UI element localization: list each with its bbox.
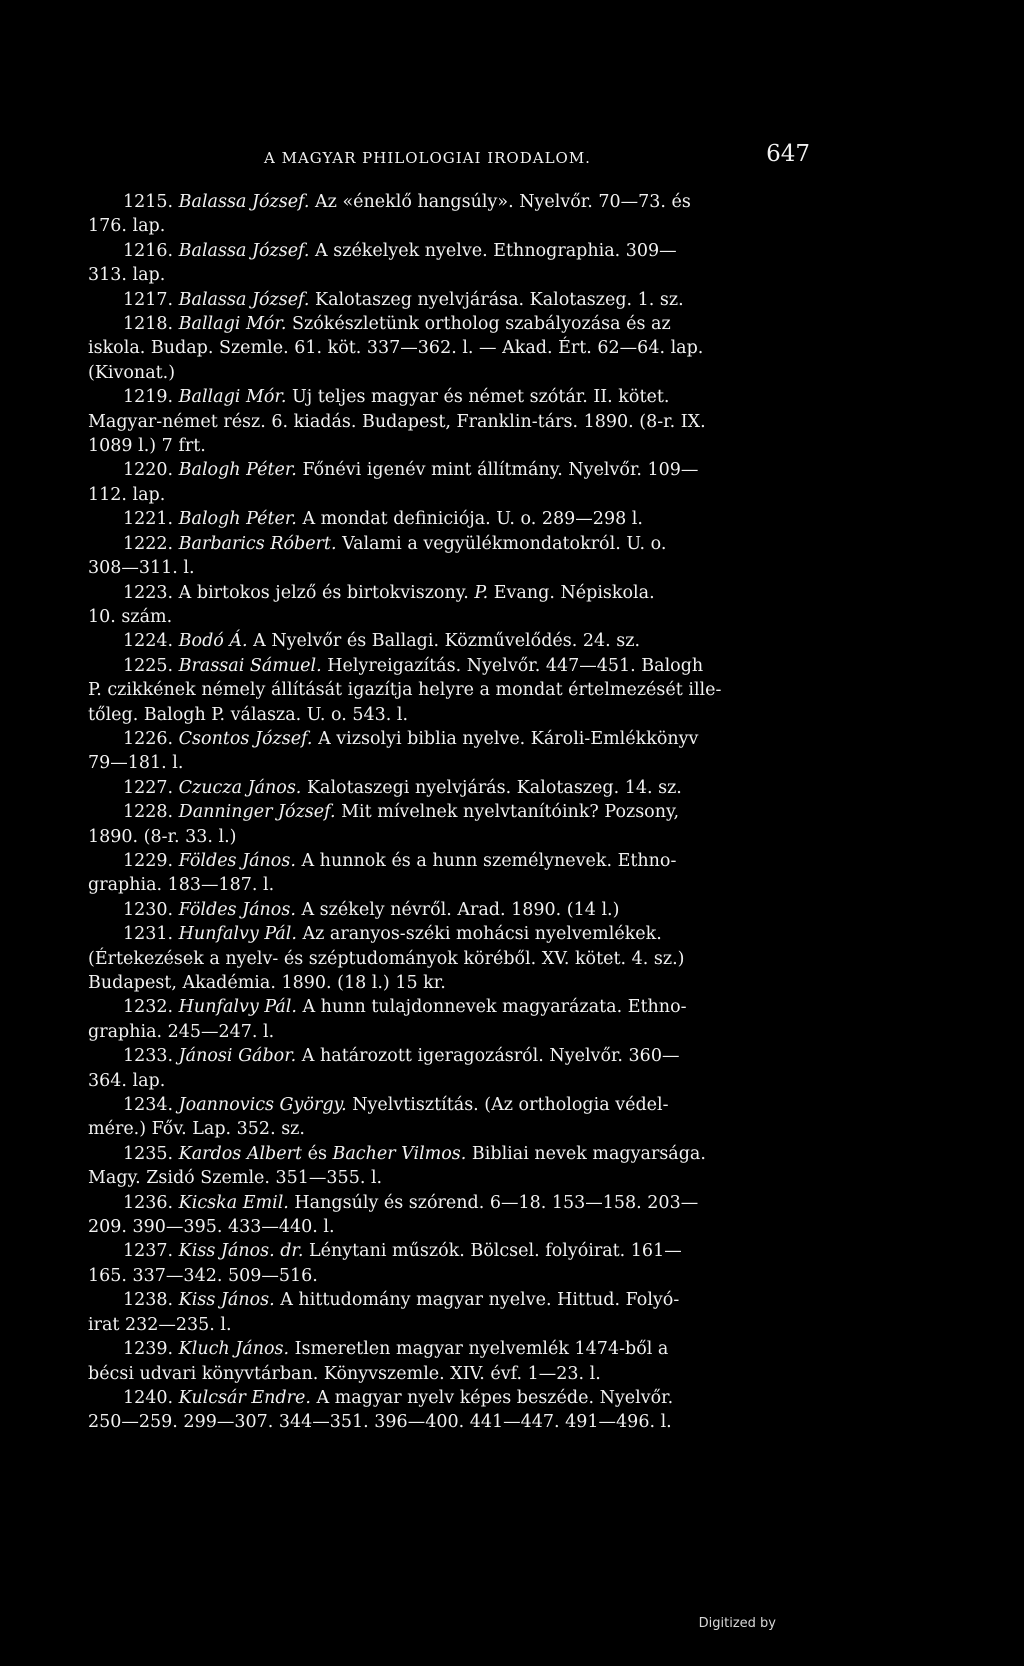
page-header xyxy=(88,135,810,171)
entry-text: A Nyelvőr és Ballagi. Közművelődés. 24. sz. xyxy=(247,631,641,652)
entry-text: irat 232—235. l. xyxy=(88,1314,232,1335)
bibliography-entry xyxy=(88,1288,810,1337)
entry-continuation-line xyxy=(88,1069,810,1093)
entry-text: Magy. Zsidó Szemle. 351—355. l. xyxy=(88,1168,383,1189)
entry-author: Joannovics György. xyxy=(178,1095,347,1116)
entry-author: Brassai Sámuel. xyxy=(178,655,322,676)
entry-text: 308—311. l. xyxy=(88,558,195,579)
entry-continuation-line xyxy=(88,214,810,238)
entry-first-line xyxy=(88,922,810,946)
entry-first-line xyxy=(88,654,810,678)
bibliography-entry xyxy=(88,1239,810,1288)
bibliography-entry xyxy=(88,776,810,800)
entry-text: iskola. Budap. Szemle. 61. köt. 337—362. l. — Akad. Ért. 62—64. lap. xyxy=(88,338,704,359)
entry-continuation-line xyxy=(88,361,810,385)
entry-author: Földes János. xyxy=(178,850,296,871)
entry-number: 1233. xyxy=(123,1046,179,1067)
bibliography-entry xyxy=(88,1093,810,1142)
entry-continuation-line xyxy=(88,678,810,702)
entry-first-line xyxy=(88,995,810,1019)
entry-continuation-line xyxy=(88,703,810,727)
entry-text: Magyar-német rész. 6. kiadás. Budapest, Franklin-társ. 1890. (8-r. IX. xyxy=(88,411,706,432)
entry-continuation-line xyxy=(88,1020,810,1044)
entry-first-line xyxy=(88,190,810,214)
bibliography-entry xyxy=(88,1337,810,1386)
entry-continuation-line xyxy=(88,1117,810,1141)
entry-number: 1239. xyxy=(123,1339,179,1360)
entry-first-line xyxy=(88,727,810,751)
entry-text: Kalotaszegi nyelvjárás. Kalotaszeg. 14. sz. xyxy=(301,777,682,798)
bibliography-entry xyxy=(88,727,810,776)
entry-first-line xyxy=(88,458,810,482)
running-title: A MAGYAR PHILOLOGIAI IRODALOM. xyxy=(264,149,591,167)
entry-first-line xyxy=(88,239,810,263)
entry-number: 1217. xyxy=(123,289,179,310)
entry-author: Ballagi Mór. xyxy=(178,387,287,408)
entry-number: 1219. xyxy=(123,387,179,408)
entry-continuation-line xyxy=(88,1313,810,1337)
bibliography-entry xyxy=(88,385,810,458)
entry-author: Csontos József. xyxy=(178,728,313,749)
entry-first-line xyxy=(88,1191,810,1215)
entry-first-line xyxy=(88,1337,810,1361)
entry-continuation-line xyxy=(88,410,810,434)
entry-number: 1224. xyxy=(123,631,179,652)
entry-text: Szókészletünk ortholog szabályozása és az xyxy=(286,314,671,335)
entry-number: 1240. xyxy=(123,1387,179,1408)
bibliography-entry xyxy=(88,532,810,581)
entry-author: Barbarics Róbert. xyxy=(178,533,337,554)
bibliography-entry xyxy=(88,190,810,239)
entry-text: 1890. (8-r. 33. l.) xyxy=(88,826,237,847)
entry-continuation-line xyxy=(88,1264,810,1288)
entry-author: Czucza János. xyxy=(178,777,302,798)
entry-first-line xyxy=(88,776,810,800)
entry-number: 1238. xyxy=(123,1290,179,1311)
entry-text: Valami a vegyülékmondatokról. U. o. xyxy=(336,533,667,554)
entry-first-line xyxy=(88,1288,810,1312)
entry-continuation-line xyxy=(88,1362,810,1386)
entry-number: 1237. xyxy=(123,1241,179,1262)
entry-author: Hunfalvy Pál. xyxy=(178,924,297,945)
entry-author: Balogh Péter. xyxy=(178,509,297,530)
entry-text: tőleg. Balogh P. válasza. U. o. 543. l. xyxy=(88,704,409,725)
entry-text: P. czikkének némely állítását igazítja helyre a mondat értelmezését ille- xyxy=(88,680,722,701)
entry-author: Földes János. xyxy=(178,899,296,920)
bibliography-entry xyxy=(88,849,810,898)
entry-text: 1089 l.) 7 frt. xyxy=(88,436,206,457)
entry-author: Hunfalvy Pál. xyxy=(178,997,297,1018)
bibliography-entry xyxy=(88,1386,810,1435)
entry-author: Kardos Albert xyxy=(178,1143,303,1164)
entry-text: A birtokos jelző és birtokviszony. xyxy=(178,582,475,603)
entry-author: Kluch János. xyxy=(178,1339,290,1360)
entry-first-line xyxy=(88,1386,810,1410)
bibliography-entry xyxy=(88,458,810,507)
entry-number: 1231. xyxy=(123,924,179,945)
entry-continuation-line xyxy=(88,751,810,775)
entry-first-line xyxy=(88,385,810,409)
entry-number: 1220. xyxy=(123,460,179,481)
entry-text: A hunnok és a hunn személynevek. Ethno- xyxy=(295,850,677,871)
entry-text: 112. lap. xyxy=(88,484,166,505)
entry-text: Bibliai nevek magyarsága. xyxy=(466,1143,706,1164)
entry-first-line xyxy=(88,629,810,653)
bibliography-entry xyxy=(88,288,810,312)
entry-number: 1225. xyxy=(123,655,179,676)
entry-text: 313. lap. xyxy=(88,265,166,286)
entry-author: P. xyxy=(474,582,489,603)
entry-author: Bodó Á. xyxy=(178,631,248,652)
bibliography-entry xyxy=(88,654,810,727)
entry-number: 1234. xyxy=(123,1095,179,1116)
entry-first-line xyxy=(88,312,810,336)
entry-continuation-line xyxy=(88,971,810,995)
entry-number: 1216. xyxy=(123,240,179,261)
entry-text: bécsi udvari könyvtárban. Könyvszemle. XIV. évf. 1—23. l. xyxy=(88,1363,601,1384)
entry-first-line xyxy=(88,532,810,556)
page-number: 647 xyxy=(766,141,810,167)
bibliography-entry xyxy=(88,629,810,653)
entry-continuation-line xyxy=(88,825,810,849)
entry-text: Kalotaszeg nyelvjárása. Kalotaszeg. 1. sz. xyxy=(309,289,684,310)
entry-number: 1215. xyxy=(123,192,179,212)
entry-first-line xyxy=(88,507,810,531)
entry-text: A határozott igeragozásról. Nyelvőr. 360— xyxy=(296,1046,680,1067)
entry-author: Bacher Vilmos. xyxy=(332,1143,467,1164)
bibliography-entry xyxy=(88,1191,810,1240)
entry-number: 1227. xyxy=(123,777,179,798)
entry-text: (Kivonat.) xyxy=(88,362,176,383)
entry-text: Uj teljes magyar és német szótár. II. kötet. xyxy=(286,387,670,408)
entry-continuation-line xyxy=(88,1215,810,1239)
bibliography-list xyxy=(88,190,810,1435)
entry-author: Kulcsár Endre. xyxy=(178,1387,311,1408)
entry-continuation-line xyxy=(88,483,810,507)
entry-first-line xyxy=(88,1093,810,1117)
entry-continuation-line xyxy=(88,556,810,580)
entry-first-line xyxy=(88,1239,810,1263)
entry-text: A székelyek nyelve. Ethnographia. 309— xyxy=(309,240,677,261)
entry-author: Balassa József. xyxy=(178,192,310,212)
bibliography-entry xyxy=(88,1044,810,1093)
entry-author: Balassa József. xyxy=(178,289,310,310)
entry-author: Danninger József. xyxy=(178,802,336,823)
entry-first-line xyxy=(88,1044,810,1068)
entry-number: 1223. xyxy=(123,582,179,603)
entry-continuation-line xyxy=(88,336,810,360)
entry-continuation-line xyxy=(88,263,810,287)
entry-text: mére.) Főv. Lap. 352. sz. xyxy=(88,1119,305,1140)
bibliography-entry xyxy=(88,800,810,849)
entry-continuation-line xyxy=(88,1166,810,1190)
entry-author: Kiss János. xyxy=(178,1290,275,1311)
entry-text: Ismeretlen magyar nyelvemlék 1474-ből a xyxy=(289,1339,669,1360)
entry-first-line xyxy=(88,898,810,922)
entry-continuation-line xyxy=(88,434,810,458)
entry-text: Az aranyos-széki mohácsi nyelvemlékek. xyxy=(296,924,662,945)
entry-continuation-line xyxy=(88,947,810,971)
entry-number: 1236. xyxy=(123,1192,179,1213)
entry-number: 1232. xyxy=(123,997,179,1018)
entry-continuation-line xyxy=(88,605,810,629)
entry-first-line xyxy=(88,800,810,824)
entry-text: (Értekezések a nyelv- és széptudományok köréből. XV. kötet. 4. sz.) xyxy=(88,948,685,969)
bibliography-entry xyxy=(88,922,810,995)
entry-text: A hunn tulajdonnevek magyarázata. Ethno- xyxy=(296,997,687,1018)
bibliography-entry xyxy=(88,1142,810,1191)
entry-text: Mit mívelnek nyelvtanítóink? Pozsony, xyxy=(335,802,680,823)
entry-number: 1229. xyxy=(123,850,179,871)
entry-text: A vizsolyi biblia nyelve. Károli-Emlékkönyv xyxy=(312,728,699,749)
entry-text: graphia. 183—187. l. xyxy=(88,875,275,896)
bibliography-entry xyxy=(88,581,810,630)
entry-continuation-line xyxy=(88,873,810,897)
entry-number: 1228. xyxy=(123,802,179,823)
entry-text: A hittudomány magyar nyelve. Hittud. Folyó- xyxy=(274,1290,680,1311)
digitized-by-watermark: Digitized by xyxy=(698,1616,776,1631)
entry-number: 1235. xyxy=(123,1143,179,1164)
entry-author: Ballagi Mór. xyxy=(178,314,287,335)
entry-text: 10. szám. xyxy=(88,606,173,627)
entry-author: Jánosi Gábor. xyxy=(178,1046,297,1067)
entry-first-line xyxy=(88,1142,810,1166)
entry-text: graphia. 245—247. l. xyxy=(88,1021,275,1042)
bibliography-entry xyxy=(88,312,810,385)
entry-number: 1226. xyxy=(123,728,179,749)
entry-author: Balogh Péter. xyxy=(178,460,297,481)
entry-first-line xyxy=(88,581,810,605)
entry-number: 1222. xyxy=(123,533,179,554)
entry-text: A magyar nyelv képes beszéde. Nyelvőr. xyxy=(310,1387,674,1408)
entry-continuation-line xyxy=(88,1410,810,1434)
entry-text: A mondat definiciója. U. o. 289—298 l. xyxy=(296,509,643,530)
bibliography-entry xyxy=(88,898,810,922)
entry-text: Lénytani műszók. Bölcsel. folyóirat. 161— xyxy=(303,1241,682,1262)
entry-text: 79—181. l. xyxy=(88,753,184,774)
entry-number: 1218. xyxy=(123,314,179,335)
entry-text: 250—259. 299—307. 344—351. 396—400. 441—447. 491—496. l. xyxy=(88,1412,672,1433)
entry-text: Nyelvtisztítás. (Az orthologia védel- xyxy=(346,1095,669,1116)
bibliography-entry xyxy=(88,507,810,531)
entry-text: Helyreigazítás. Nyelvőr. 447—451. Balogh xyxy=(321,655,704,676)
entry-text: Az «éneklő hangsúly». Nyelvőr. 70—73. és xyxy=(309,192,691,212)
entry-first-line xyxy=(88,288,810,312)
bibliography-entry xyxy=(88,239,810,288)
entry-text: Budapest, Akadémia. 1890. (18 l.) 15 kr. xyxy=(88,973,446,993)
entry-text: és xyxy=(302,1143,333,1164)
entry-text: 209. 390—395. 433—440. l. xyxy=(88,1217,335,1238)
entry-number: 1230. xyxy=(123,899,179,920)
entry-number: 1221. xyxy=(123,509,179,530)
entry-text: 364. lap. xyxy=(88,1070,166,1091)
entry-author: Kicska Emil. xyxy=(178,1192,289,1213)
entry-author: Kiss János. dr. xyxy=(178,1241,304,1262)
entry-text: Hangsúly és szórend. 6—18. 153—158. 203— xyxy=(288,1192,699,1213)
entry-text: Evang. Népiskola. xyxy=(488,582,655,603)
entry-text: 176. lap. xyxy=(88,216,166,237)
entry-text: 165. 337—342. 509—516. xyxy=(88,1265,318,1286)
entry-text: A székely névről. Arad. 1890. (14 l.) xyxy=(295,899,620,920)
entry-first-line xyxy=(88,849,810,873)
entry-author: Balassa József. xyxy=(178,240,310,261)
bibliography-entry xyxy=(88,995,810,1044)
entry-text: Főnévi igenév mint állítmány. Nyelvőr. 109— xyxy=(296,460,699,481)
